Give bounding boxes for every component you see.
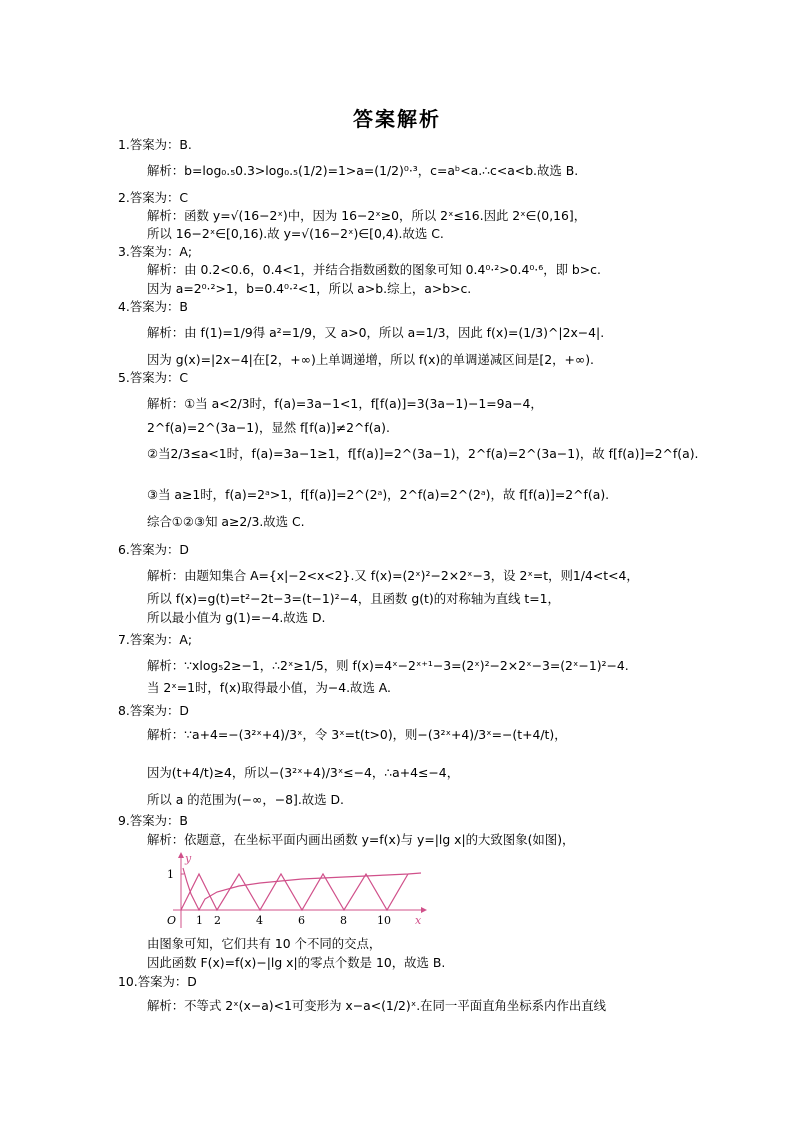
answer-heading: 5.答案为：C	[118, 370, 189, 385]
explanation-line: 解析：依题意，在坐标平面内画出函数 y=f(x)与 y=|lg x|的大致图象(如图)，	[147, 832, 575, 847]
answer-heading: 3.答案为：A;	[118, 244, 193, 259]
explanation-line: 解析：函数 y=√(16−2ˣ)中，因为 16−2ˣ≥0，所以 2ˣ≤16.因此 2ˣ∈(0,16]，	[147, 208, 587, 223]
explanation-line: 因为(t+4/t)≥4，所以−(3²ˣ+4)/3ˣ≤−4，∴a+4≤−4，	[147, 765, 460, 780]
explanation-line: 因此函数 F(x)=f(x)−|lg x|的零点个数是 10，故选 B.	[147, 955, 446, 970]
explanation-line: 解析：b=log₀.₅0.3>log₀.₅(1/2)=1>a=(1/2)⁰·³，c=aᵇ<a.∴c<a<b.故选 B.	[147, 163, 579, 178]
tick-label-x-8: 8	[340, 914, 347, 927]
explanation-line: 解析：不等式 2ˣ(x−a)<1可变形为 x−a<(1/2)ˣ.在同一平面直角坐标系内作出直线	[147, 998, 607, 1013]
axis-label-x: x	[415, 914, 422, 927]
origin-label: O	[167, 914, 177, 927]
answer-heading: 4.答案为：B	[118, 299, 188, 314]
explanation-line: 当 2ˣ=1时，f(x)取得最小值，为−4.故选 A.	[147, 680, 391, 695]
tick-label-x-4: 4	[256, 914, 263, 927]
answer-heading: 10.答案为：D	[118, 974, 197, 989]
log-abs-curve	[183, 868, 421, 910]
explanation-line: 解析：①当 a<2/3时，f(a)=3a−1<1，f[f(a)]=3(3a−1)−1=9a−4，	[147, 396, 543, 411]
answer-heading: 7.答案为：A;	[118, 632, 193, 647]
explanation-line: 所以 a 的范围为(−∞，−8].故选 D.	[147, 792, 344, 807]
answer-heading: 1.答案为：B.	[118, 137, 192, 152]
explanation-line: ②当2/3≤a<1时，f(a)=3a−1≥1，f[f(a)]=2^(3a−1)，2^f(a)=2^(3a−1)，故 f[f(a)]=2^f(a).	[147, 446, 699, 461]
explanation-line: 解析：∵xlog₅2≥−1，∴2ˣ≥1/5，则 f(x)=4ˣ−2ˣ⁺¹−3=(2ˣ)²−2×2ˣ−3=(2ˣ−1)²−4.	[147, 658, 629, 673]
explanation-line: 所以最小值为 g(1)=−4.故选 D.	[147, 610, 326, 625]
explanation-line: 解析：∵a+4=−(3²ˣ+4)/3ˣ，令 3ˣ=t(t>0)，则−(3²ˣ+4)/3ˣ=−(t+4/t)，	[147, 727, 567, 742]
tick-label-x-2: 2	[214, 914, 221, 927]
y-axis-arrow	[178, 852, 184, 858]
tick-label-y-1: 1	[167, 868, 174, 881]
page-title: 答案解析	[353, 107, 441, 131]
explanation-line: ③当 a≥1时，f(a)=2ᵃ>1，f[f(a)]=2^(2ᵃ)，2^f(a)=2^(2ᵃ)，故 f[f(a)]=2^f(a).	[147, 487, 610, 502]
axis-label-y: y	[185, 852, 192, 865]
answer-heading: 9.答案为：B	[118, 813, 188, 828]
explanation-line: 解析：由 f(1)=1/9得 a²=1/9，又 a>0，所以 a=1/3，因此 f(x)=(1/3)^|2x−4|.	[147, 325, 605, 340]
answer-heading: 2.答案为：C	[118, 190, 189, 205]
figure-graph-q9	[153, 852, 428, 930]
answer-heading: 6.答案为：D	[118, 542, 189, 557]
explanation-line: 解析：由 0.2<0.6，0.4<1，并结合指数函数的图象可知 0.4⁰·²>0.4⁰·⁶，即 b>c.	[147, 262, 601, 277]
tick-label-x-1: 1	[196, 914, 203, 927]
explanation-line: 所以 f(x)=g(t)=t²−2t−3=(t−1)²−4，且函数 g(t)的对称轴为直线 t=1，	[147, 591, 560, 606]
answer-heading: 8.答案为：D	[118, 703, 189, 718]
explanation-line: 因为 g(x)=|2x−4|在[2，+∞)上单调递增，所以 f(x)的单调递减区间是[2，+∞).	[147, 352, 594, 367]
explanation-line: 综合①②③知 a≥2/3.故选 C.	[147, 514, 305, 529]
explanation-line: 所以 16−2ˣ∈[0,16).故 y=√(16−2ˣ)∈[0,4).故选 C.	[147, 226, 444, 241]
x-axis-arrow	[421, 907, 427, 913]
explanation-line: 由图象可知，它们共有 10 个不同的交点，	[147, 936, 382, 951]
tick-label-x-10: 10	[377, 914, 391, 927]
explanation-line: 因为 a=2⁰·²>1，b=0.4⁰·²<1，所以 a>b.综上，a>b>c.	[147, 281, 472, 296]
tick-label-x-6: 6	[298, 914, 305, 927]
explanation-line: 解析：由题知集合 A={x|−2<x<2}.又 f(x)=(2ˣ)²−2×2ˣ−3，设 2ˣ=t，则1/4<t<4，	[147, 568, 639, 583]
explanation-line: 2^f(a)=2^(3a−1)，显然 f[f(a)]≠2^f(a).	[147, 420, 390, 435]
